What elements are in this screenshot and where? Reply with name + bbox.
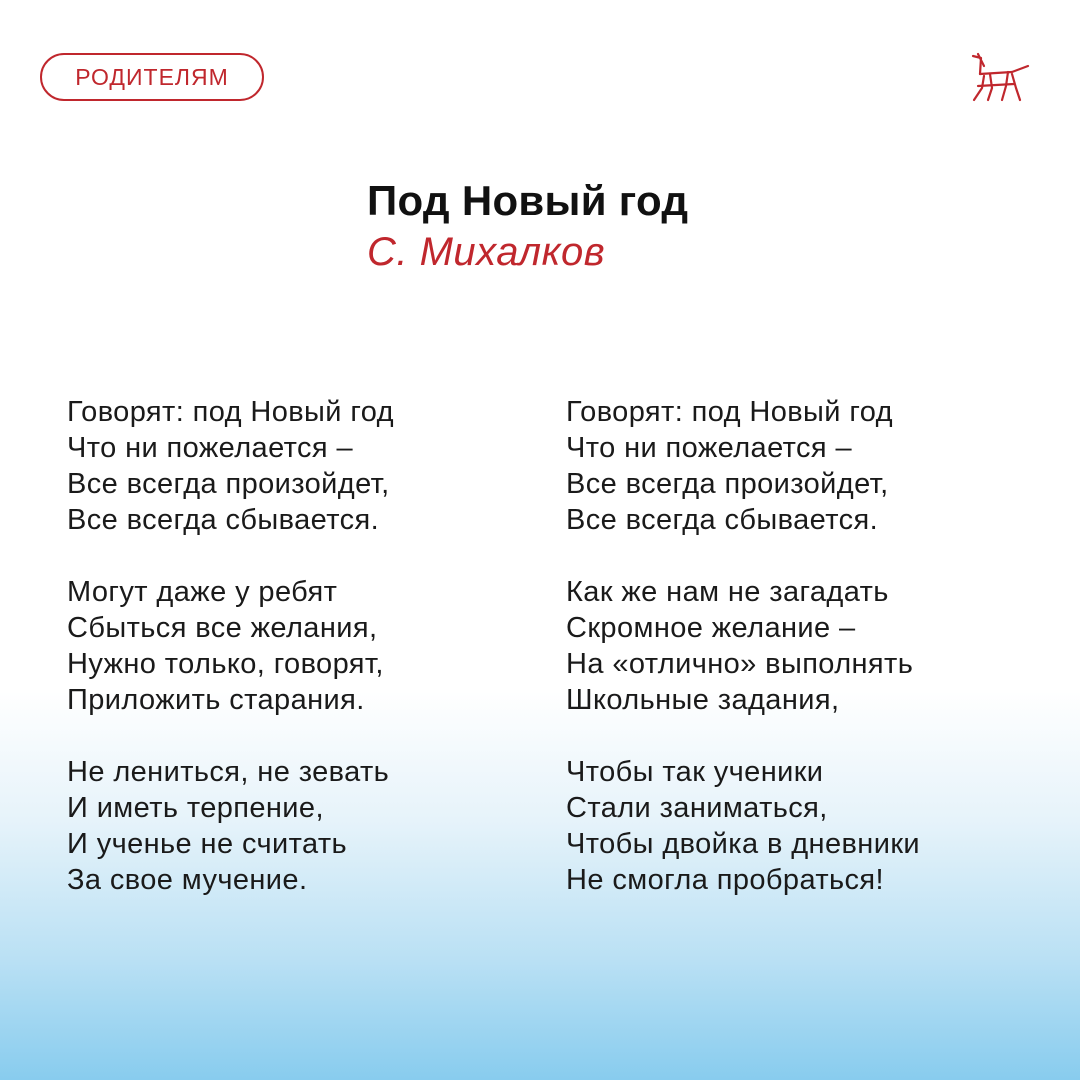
poem-author: С. Михалков bbox=[367, 230, 606, 274]
poem-title: Под Новый год bbox=[367, 177, 689, 224]
poem-line: За свое мучение. bbox=[67, 864, 308, 896]
poem-line: Скромное желание – bbox=[566, 612, 856, 644]
poem-line: Школьные задания, bbox=[566, 684, 840, 716]
poem-line: Что ни пожелается – bbox=[566, 432, 852, 464]
poem-line: Чтобы так ученики bbox=[566, 756, 824, 788]
parents-category-badge[interactable] bbox=[40, 53, 264, 101]
poem-line: Что ни пожелается – bbox=[67, 432, 353, 464]
poem-column-left bbox=[67, 394, 527, 934]
poem-line: Как же нам не загадать bbox=[566, 576, 889, 608]
poem-line: Не лениться, не зевать bbox=[67, 756, 390, 788]
badge-label: РОДИТЕЛЯМ bbox=[75, 63, 229, 90]
poem-line: Чтобы двойка в дневники bbox=[566, 828, 920, 860]
stanza bbox=[566, 754, 1066, 898]
stanza bbox=[67, 394, 527, 538]
poem-line: И иметь терпение, bbox=[67, 792, 324, 824]
stanza bbox=[67, 574, 527, 718]
poem-line: Все всегда произойдет, bbox=[566, 468, 889, 500]
poem-line: Не смогла пробраться! bbox=[566, 864, 884, 896]
poem-column-right bbox=[566, 394, 1066, 934]
poem-line: Могут даже у ребят bbox=[67, 576, 338, 608]
poem-line: Все всегда сбывается. bbox=[67, 504, 380, 536]
poem-line: И ученье не считать bbox=[67, 828, 348, 860]
poem-line: Все всегда сбывается. bbox=[566, 504, 879, 536]
poem-line: Сбыться все желания, bbox=[67, 612, 378, 644]
poem-line: Все всегда произойдет, bbox=[67, 468, 390, 500]
stanza bbox=[566, 574, 1066, 718]
poem-line: Говорят: под Новый год bbox=[67, 396, 394, 428]
poem-line: Говорят: под Новый год bbox=[566, 396, 893, 428]
horse-logo-icon bbox=[968, 52, 1034, 104]
poem-line: Стали заниматься, bbox=[566, 792, 828, 824]
stanza bbox=[67, 754, 527, 898]
poem-line: На «отлично» выполнять bbox=[566, 648, 914, 680]
poem-header bbox=[367, 176, 967, 278]
stanza bbox=[566, 394, 1066, 538]
poem-line: Нужно только, говорят, bbox=[67, 648, 384, 680]
poem-line: Приложить старания. bbox=[67, 684, 365, 716]
